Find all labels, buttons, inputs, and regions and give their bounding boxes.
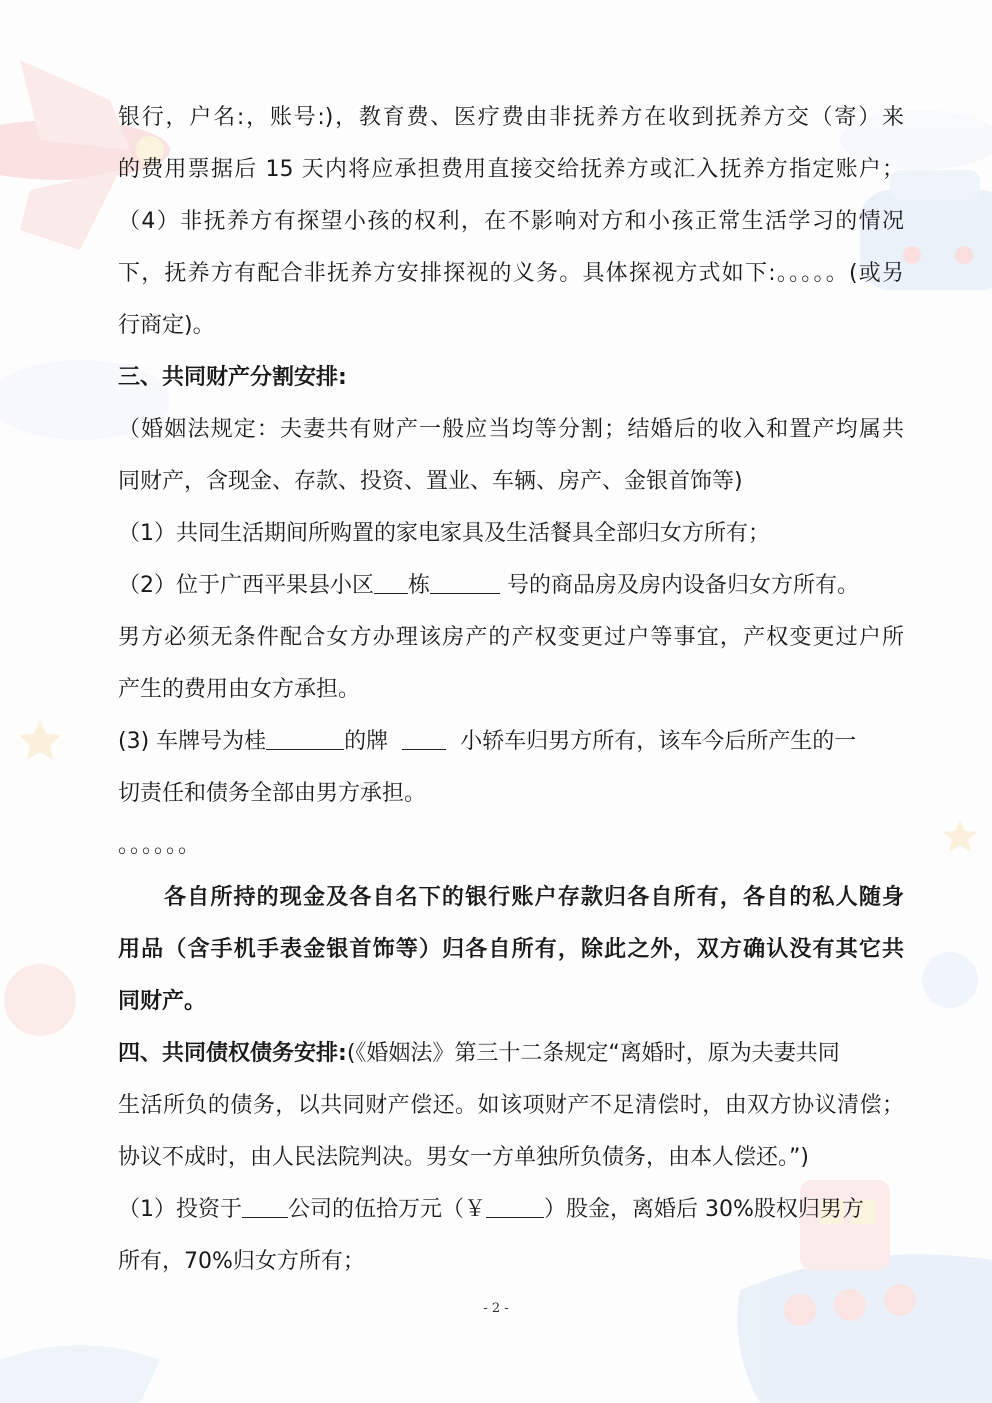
debt1-part-c: ）股金，离婚后 30%股权归男方 <box>544 1197 864 1222</box>
item3-part-c: 小轿车归男方所有，该车今后所产生的一 <box>460 729 857 754</box>
text-line: 的费用票据后 15 天内将应承担费用直接交给抚养方或汇入抚养方指定账户； <box>118 157 904 182</box>
item2-part-b: 栋 <box>408 573 431 598</box>
text-line: 产生的费用由女方承担。 <box>118 677 361 702</box>
ellipsis-line: 。。。。。。 <box>118 833 202 858</box>
text-line: （婚姻法规定：夫妻共有财产一般应当均等分割；结婚后的收入和置产均属共 <box>118 417 904 442</box>
blank-line <box>486 1197 544 1218</box>
blank-line <box>266 729 344 750</box>
text-line: （1）共同生活期间所购置的家电家具及生活餐具全部归女方所有； <box>118 521 770 546</box>
text-line: 行商定)。 <box>118 313 215 338</box>
heading4-title: 四、共同债权债务安排: <box>118 1041 347 1066</box>
property-item-2 <box>118 560 904 612</box>
section-heading-4 <box>118 1028 904 1080</box>
text-line: 切责任和债务全部由男方承担。 <box>118 781 427 806</box>
text-line: 协议不成时，由人民法院判决。男女一方单独所负债务，由本人偿还。”) <box>118 1145 809 1170</box>
blank-line <box>430 573 500 594</box>
item2-part-a: （2）位于广西平果县小区 <box>118 573 374 598</box>
page-number: - 2 - <box>483 1301 509 1316</box>
item3-part-b: 的牌 <box>344 729 389 754</box>
debt-item-1 <box>118 1184 904 1236</box>
blank-line <box>374 573 408 594</box>
debt1-part-a: （1）投资于 <box>118 1197 242 1222</box>
property-item-3 <box>118 716 904 768</box>
text-line: 下，抚养方有配合非抚养方安排探视的义务。具体探视方式如下:。。。。。(或另 <box>118 261 904 286</box>
debt1-part-b: 公司的伍拾万元（￥ <box>288 1197 487 1222</box>
item2-part-c: 号的商品房及房内设备归女方所有。 <box>507 573 860 598</box>
blank-line <box>242 1197 288 1218</box>
text-line: 银行，户名:，账号:)，教育费、医疗费由非抚养方在收到抚养方交（寄）来 <box>118 105 904 130</box>
text-line: 生活所负的债务，以共同财产偿还。如该项财产不足清偿时，由双方协议清偿； <box>118 1093 904 1118</box>
text-line: 同财产，含现金、存款、投资、置业、车辆、房产、金银首饰等) <box>118 469 743 494</box>
text-line: 男方必须无条件配合女方办理该房产的产权变更过户等事宜，产权变更过户所 <box>118 625 904 650</box>
text-line: 所有，70%归女方所有； <box>118 1249 365 1274</box>
heading4-text: (《婚姻法》第三十二条规定“离婚时，原为夫妻共同 <box>346 1041 840 1066</box>
document-page <box>118 92 904 1288</box>
text-line: （4）非抚养方有探望小孩的权利，在不影响对方和小孩正常生活学习的情况 <box>118 209 904 234</box>
blank-line <box>402 729 446 750</box>
bold-paragraph-line: 同财产。 <box>118 989 207 1014</box>
section-heading-3: 三、共同财产分割安排: <box>118 365 347 390</box>
item3-part-a: (3) 车牌号为桂 <box>118 729 267 754</box>
bold-paragraph-line: 用品（含手机手表金银首饰等）归各自所有，除此之外，双方确认没有其它共 <box>118 937 904 962</box>
bold-paragraph-line: 各自所持的现金及各自名下的银行账户存款归各自所有，各自的私人随身 <box>164 885 904 910</box>
